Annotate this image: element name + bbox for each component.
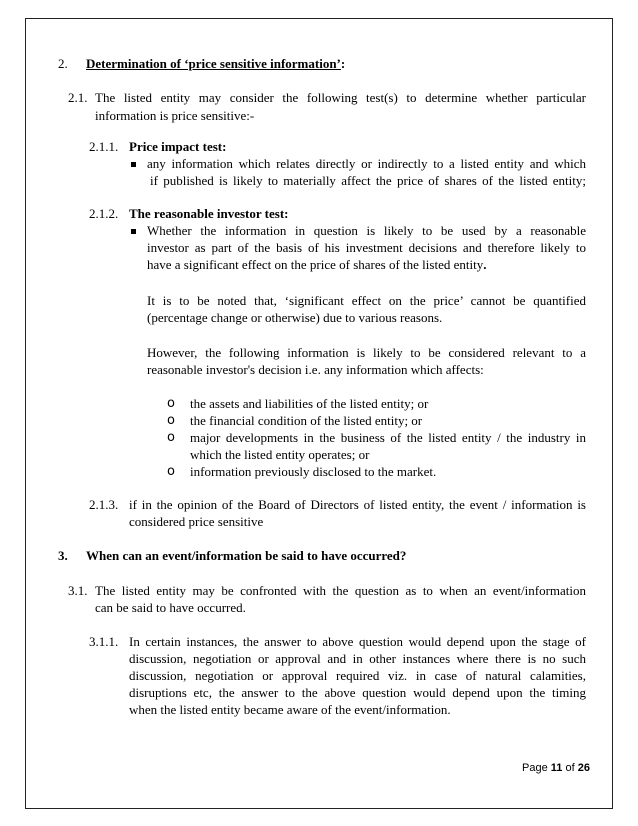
bullet-square-icon — [131, 229, 136, 234]
section-2-1-2-number: 2.1.2. — [89, 206, 119, 221]
sub-item-4: information previously disclosed to the market. — [190, 464, 437, 479]
investor-bullet-line-2: investor as part of the basis of his investment decisions and therefore likely to — [147, 240, 586, 255]
section-2-heading: Determination of ‘price sensitive information’ — [86, 56, 341, 71]
section-3-1-1-line-1: In certain instances, the answer to above question would depend upon the stage of — [129, 634, 586, 649]
however-paragraph-line-2: reasonable investor's decision i.e. any information which affects: — [147, 362, 484, 377]
circle-bullet-icon: o — [167, 430, 175, 445]
section-2-number: 2. — [58, 56, 68, 71]
section-2-1-line-1: The listed entity may consider the following test(s) to determine whether particular — [95, 90, 586, 105]
circle-bullet-icon: o — [167, 464, 175, 479]
price-impact-bullet-line-1: any information which relates directly or indirectly to a listed entity and which — [147, 156, 586, 171]
section-3-1-1-number: 3.1.1. — [89, 634, 119, 649]
sub-item-3-line-2: which the listed entity operates; or — [190, 447, 370, 462]
current-page-number: 11 — [550, 762, 563, 774]
price-impact-bullet-line-2: if published is likely to materially affect the price of shares of the listed entity; — [150, 173, 586, 188]
of-label: of — [565, 762, 575, 774]
section-2-1-number: 2.1. — [68, 90, 88, 105]
price-impact-test-title: Price impact test: — [129, 139, 227, 154]
sub-item-1: the assets and liabilities of the listed entity; or — [190, 396, 429, 411]
circle-bullet-icon: o — [167, 413, 175, 428]
circle-bullet-icon: o — [167, 396, 175, 411]
note-paragraph-line-1: It is to be noted that, ‘significant effect on the price’ cannot be quantified — [147, 293, 586, 308]
section-2-heading-wrap — [86, 56, 345, 72]
investor-bullet-line-1: Whether the information in question is likely to be used by a reasonable — [147, 223, 586, 238]
sub-item-2: the financial condition of the listed entity; or — [190, 413, 423, 428]
sub-item-3-line-1: major developments in the business of the listed entity / the industry in — [190, 430, 586, 445]
section-2-1-3-line-1: if in the opinion of the Board of Directors of listed entity, the event / information is — [129, 497, 586, 512]
section-3-number: 3. — [58, 548, 68, 563]
section-2-heading-colon: : — [340, 56, 346, 71]
section-2-1-3-number: 2.1.3. — [89, 497, 119, 512]
section-3-heading: When can an event/information be said to have occurred? — [86, 548, 407, 563]
section-2-1-line-2: information is price sensitive:- — [95, 108, 255, 123]
section-3-1-number: 3.1. — [68, 583, 88, 598]
section-3-1-1-line-2: discussion, negotiation or approval and in other instances where there is no such — [129, 651, 586, 666]
section-2-1-3-line-2: considered price sensitive — [129, 514, 264, 529]
investor-bullet-line-3: have a significant effect on the price of shares of the listed entity — [147, 257, 484, 272]
section-3-1-1-line-4: disruptions etc, the answer to the above question would depend upon the timing — [129, 685, 586, 700]
however-paragraph-line-1: However, the following information is likely to be considered relevant to a — [147, 345, 586, 360]
section-2-1-1-number: 2.1.1. — [89, 139, 119, 154]
section-3-1-line-2: can be said to have occurred. — [95, 600, 246, 615]
section-3-1-1-line-3: discussion, negotiation or approval required viz. in case of natural calamities, — [129, 668, 586, 683]
note-paragraph-line-2: (percentage change or otherwise) due to various reasons. — [147, 310, 443, 325]
bullet-square-icon — [131, 162, 136, 167]
investor-bullet-line-3-wrap — [147, 257, 486, 273]
reasonable-investor-test-title: The reasonable investor test: — [129, 206, 289, 221]
page-number-footer — [522, 762, 590, 774]
total-pages-number: 26 — [577, 762, 590, 774]
section-3-1-1-line-5: when the listed entity became aware of the event/information. — [129, 702, 451, 717]
section-3-1-line-1: The listed entity may be confronted with the question as to when an event/information — [95, 583, 586, 598]
page-label: Page — [522, 762, 548, 774]
investor-bullet-period: . — [483, 257, 487, 272]
